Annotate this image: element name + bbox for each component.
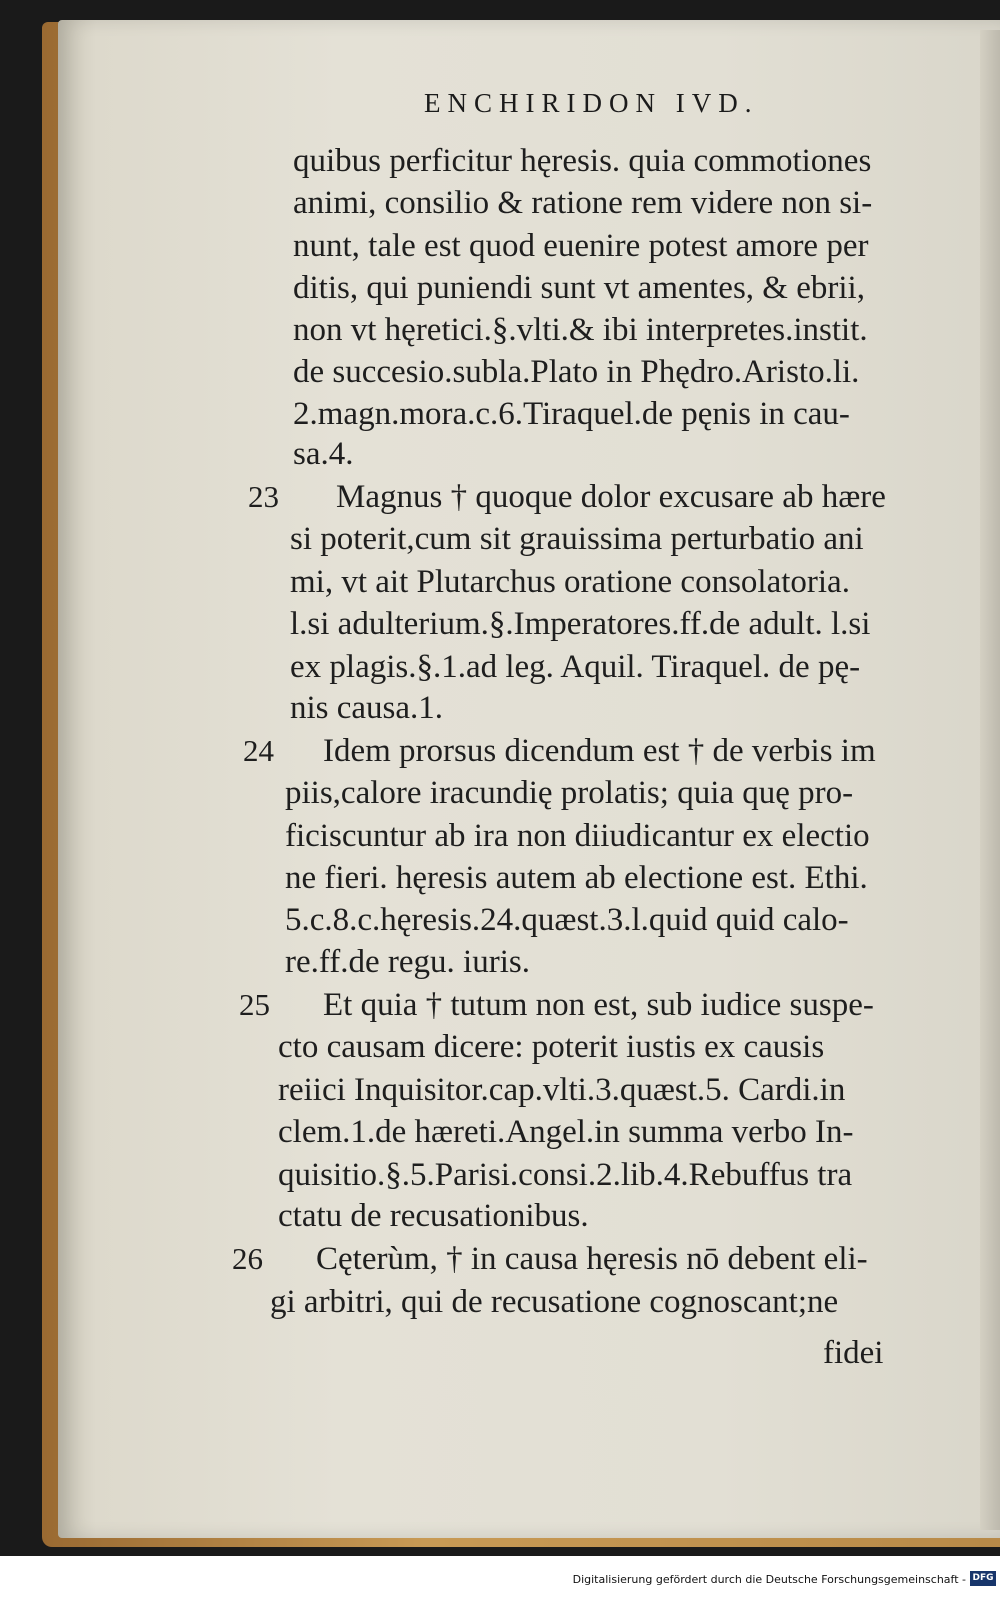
text-line: Cęterùm, † in causa hęresis nō debent eli- bbox=[316, 1241, 868, 1277]
facing-page-edge bbox=[980, 30, 1000, 1530]
text-line: piis,calore iracundię prolatis; quia quę pro- bbox=[285, 775, 854, 811]
section-number: 23 bbox=[248, 479, 279, 514]
text-line: quibus perficitur hęresis. quia commotiones bbox=[293, 143, 872, 179]
text-line: ex plagis.§.1.ad leg. Aquil. Tiraquel. de pę- bbox=[290, 649, 861, 685]
text-line: reiici Inquisitor.cap.vlti.3.quæst.5. Cardi.in bbox=[278, 1072, 846, 1108]
text-line: 5.c.8.c.hęresis.24.quæst.3.l.quid quid calo- bbox=[285, 902, 849, 938]
section-number: 26 bbox=[232, 1241, 263, 1276]
catchword: fidei bbox=[823, 1335, 884, 1371]
text-line: l.si adulterium.§.Imperatores.ff.de adult. l.si bbox=[290, 606, 871, 642]
text-line: gi arbitri, qui de recusatione cognoscant;ne bbox=[270, 1284, 839, 1320]
text-line: si poterit,cum sit grauissima perturbatio ani bbox=[290, 521, 864, 557]
text-line: non vt hęretici.§.vlti.& ibi interpretes.instit. bbox=[293, 312, 868, 348]
text-line: cto causam dicere: poterit iustis ex causis bbox=[278, 1029, 825, 1065]
text-line: clem.1.de hæreti.Angel.in summa verbo In- bbox=[278, 1114, 854, 1150]
text-line: Idem prorsus dicendum est † de verbis im bbox=[323, 733, 876, 769]
text-line: de succesio.subla.Plato in Phędro.Aristo.li. bbox=[293, 354, 860, 390]
section-number: 25 bbox=[239, 987, 270, 1022]
text-line: ficiscuntur ab ira non diiudicantur ex electio bbox=[285, 818, 870, 854]
text-line: animi, consilio & ratione rem videre non si- bbox=[293, 185, 873, 221]
dfg-logo: DFG bbox=[970, 1571, 996, 1586]
text-line: re.ff.de regu. iuris. bbox=[285, 944, 530, 980]
text-line: 2.magn.mora.c.6.Tiraquel.de pęnis in cau- bbox=[293, 396, 850, 432]
text-line: ne fieri. hęresis autem ab electione est. Ethi. bbox=[285, 860, 868, 896]
text-line: sa.4. bbox=[293, 436, 354, 472]
text-line: quisitio.§.5.Parisi.consi.2.lib.4.Rebuffus tra bbox=[278, 1157, 853, 1193]
text-line: ditis, qui puniendi sunt vt amentes, & ebrii, bbox=[293, 270, 865, 306]
text-line: mi, vt ait Plutarchus oratione consolatoria. bbox=[290, 564, 850, 600]
section-number: 24 bbox=[243, 733, 274, 768]
text-line: Et quia † tutum non est, sub iudice suspe- bbox=[323, 987, 874, 1023]
text-line: Magnus † quoque dolor excusare ab hære bbox=[336, 479, 886, 515]
text-line: nunt, tale est quod euenire potest amore per bbox=[293, 228, 869, 264]
running-head: ENCHIRIDON IVD. bbox=[424, 88, 759, 118]
text-line: ctatu de recusationibus. bbox=[278, 1198, 589, 1234]
funding-credit: Digitalisierung gefördert durch die Deutsche Forschungsgemeinschaft - bbox=[572, 1573, 966, 1586]
text-line: nis causa.1. bbox=[290, 690, 444, 726]
